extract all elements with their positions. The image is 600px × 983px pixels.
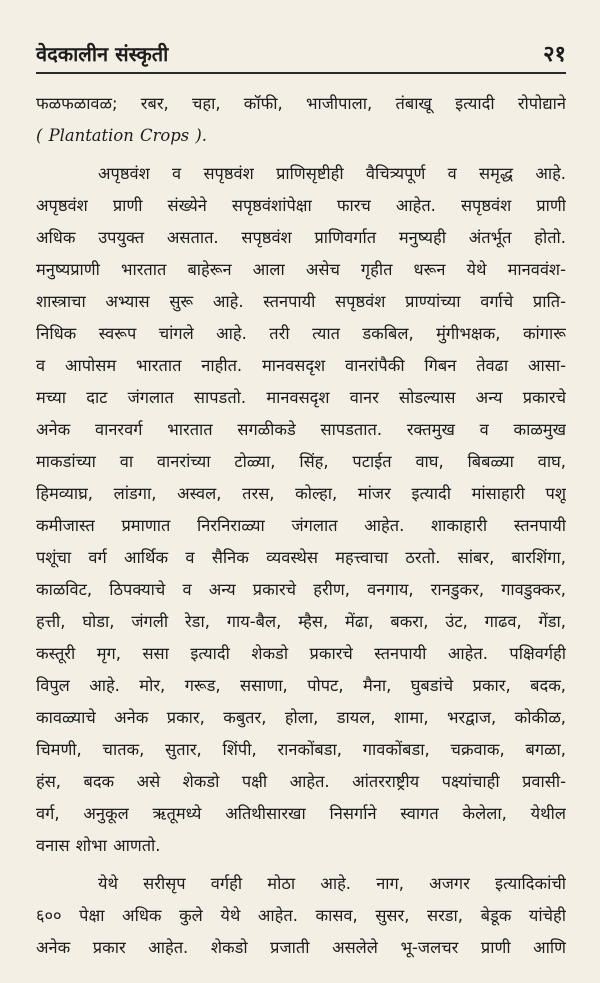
running-header: [36, 34, 566, 74]
body-text: [36, 88, 566, 964]
text-line: हिमव्याघ्र, लांडगा, अस्वल, तरस, कोल्हा, मांजर इत्यादी मांसाहारी पशू: [36, 484, 566, 503]
text-line: व आपोसम भारतात नाहीत. मानवसदृश वानरांपैकी गिबन तेवढा आसा-: [36, 356, 566, 375]
text-line: अपृष्ठवंश व सपृष्ठवंश प्राणिसृष्टीही वैचित्र्यपूर्ण व समृद्ध आहे.: [98, 164, 566, 183]
text-line: मच्या दाट जंगलात सापडतो. मानवसदृश वानर सोडल्यास अन्य प्रकारचे: [36, 388, 566, 407]
text-line: अनेक प्रकार आहेत. शेकडो प्रजाती असलेले भू-जलचर प्राणी आणि: [36, 938, 566, 957]
text-line: अधिक उपयुक्त असतात. सपृष्ठवंश प्राणिवर्गात मनुष्यही अंतर्भूत होतो.: [36, 228, 566, 247]
text-line: अपृष्ठवंश प्राणी संख्येने सपृष्ठवंशांपेक्षा फारच आहेत. सपृष्ठवंश प्राणी: [36, 196, 566, 215]
text-line: अनेक वानरवर्ग भारतात सगळीकडे सापडतात. रक्तमुख व काळमुख: [36, 420, 566, 439]
text-line: शास्त्राचा अभ्यास सुरू आहे. स्तनपायी सपृष्ठवंश प्राण्यांच्या वर्गाचे प्राति-: [36, 292, 566, 311]
header-title: वेदकालीन संस्कृती: [36, 42, 169, 66]
text-line: हत्ती, घोडा, जंगली रेडा, गाय-बैल, म्हैस, मेंढा, बकरा, उंट, गाढव, गेंडा,: [36, 612, 566, 631]
text-line: चिमणी, चातक, सुतार, शिंपी, रानकोंबडा, गावकोंबडा, चक्रवाक, बगळा,: [36, 740, 566, 759]
text-line: फळफळावळ; रबर, चहा, कॉफी, भाजीपाला, तंबाखू इत्यादी रोपोद्याने: [36, 94, 566, 113]
text-line: निधिक स्वरूप चांगले आहे. तरी त्यात डकबिल, मुंगीभक्षक, कांगारू: [36, 324, 566, 343]
text-line: कावळ्याचे अनेक प्रकार, कबुतर, होला, डायल, शामा, भरद्वाज, कोकीळ,: [36, 708, 566, 727]
text-line: काळविट, ठिपक्याचे व अन्य प्रकारचे हरीण, वनगाय, रानडुकर, गावडुक्कर,: [36, 580, 566, 599]
text-line: माकडांच्या वा वानरांच्या टोळ्या, सिंह, पटाईत वाघ, बिबळ्या वाघ,: [36, 452, 566, 471]
text-line: कमीजास्त प्रमाणात निरनिराळ्या जंगलात आहेत. शाकाहारी स्तनपायी: [36, 516, 566, 535]
text-line: येथे सरीसृप वर्गही मोठा आहे. नाग, अजगर इत्यादिकांची: [98, 874, 566, 893]
text-line: ६०० पेक्षा अधिक कुले येथे आहेत. कासव, सुसर, सरडा, बेडूक यांचेही: [36, 906, 566, 925]
text-line: विपुल आहे. मोर, गरूड, ससाणा, पोपट, मैना, घुबडांचे प्रकार, बदक,: [36, 676, 566, 695]
page-number: २१: [543, 42, 566, 67]
text-line: वर्ग, अनुकूल ऋतूमध्ये अतिथीसारखा निसर्गाने स्वागत केलेला, येथील: [36, 804, 566, 823]
text-line: कस्तूरी मृग, ससा इत्यादी शेकडो प्रकारचे स्तनपायी आहेत. पक्षिवर्गही: [36, 644, 566, 663]
text-line: वनास शोभा आणतो.: [36, 836, 161, 855]
text-line: हंस, बदक असे शेकडो पक्षी आहेत. आंतरराष्ट्रीय पक्ष्यांचाही प्रवासी-: [36, 772, 566, 791]
text-line: पशूंचा वर्ग आर्थिक व सैनिक व्यवस्थेस महत्त्वाचा ठरतो. सांबर, बारशिंगा,: [36, 548, 566, 567]
text-line: ( Plantation Crops ).: [36, 126, 207, 145]
text-line: मनुष्यप्राणी भारतात बाहेरून आला असेच गृहीत धरून येथे मानववंश-: [36, 260, 566, 279]
